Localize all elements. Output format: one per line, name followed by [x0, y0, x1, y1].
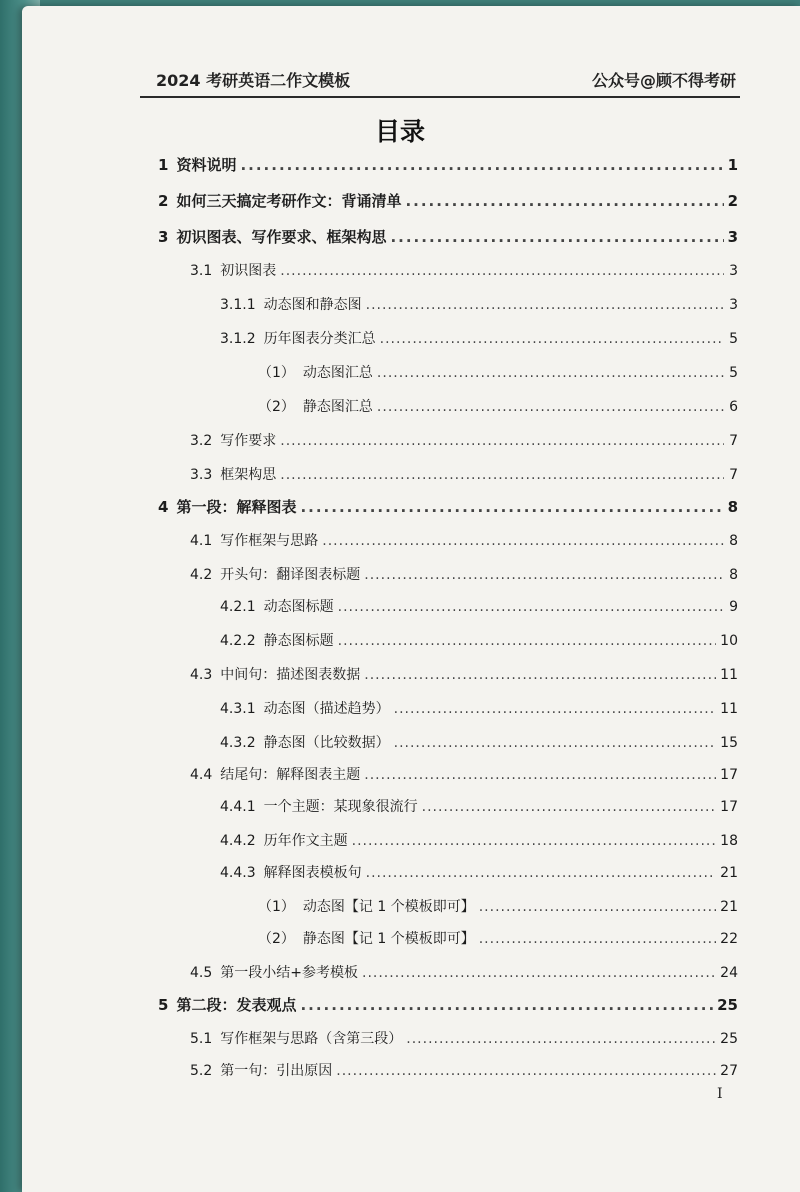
toc-entry[interactable] [258, 362, 738, 388]
toc-entry-page: 3 [727, 228, 738, 246]
toc-leader-dots [366, 297, 724, 313]
toc-entry-number: 4.4.2 [220, 833, 256, 849]
toc-entry-text: 动态图【记 1 个模板即可】 [302, 899, 475, 915]
toc-entry-page: 11 [720, 667, 738, 683]
toc-entry-page: 22 [720, 931, 738, 947]
toc-entry-page: 21 [720, 865, 738, 881]
toc-entry-page: 7 [729, 467, 738, 483]
toc-entry[interactable] [190, 530, 738, 556]
toc-entry-text: 静态图标题 [263, 633, 334, 649]
toc-leader-dots [394, 701, 717, 717]
toc-entry-page: 15 [720, 735, 738, 751]
toc-entry-number: 4.4.3 [220, 865, 256, 881]
toc-entry-page: 9 [729, 599, 738, 615]
toc-entry[interactable] [258, 396, 738, 422]
toc-entry-text: 写作框架与思路 [220, 533, 319, 549]
toc-leader-dots [366, 865, 717, 881]
toc-entry[interactable] [190, 962, 738, 988]
toc-leader-dots [362, 965, 716, 981]
toc-entry[interactable] [220, 596, 738, 622]
toc-leader-dots [280, 433, 724, 449]
toc-leader-dots [300, 996, 713, 1014]
toc-entry-number: 4 [158, 498, 169, 516]
toc-entry-page: 2 [727, 192, 738, 210]
toc-leader-dots [405, 192, 723, 210]
toc-entry-text: 静态图（比较数据） [263, 735, 390, 751]
toc-entry[interactable] [190, 464, 738, 490]
toc-entry-number: （2） [258, 399, 295, 415]
toc-entry-number: 4.4.1 [220, 799, 256, 815]
toc-entry-page: 17 [720, 767, 738, 783]
toc-entry-text: 如何三天搞定考研作文：背诵清单 [176, 192, 402, 210]
toc-entry-text: 动态图和静态图 [263, 297, 362, 313]
toc-leader-dots [479, 931, 716, 947]
toc-entry-page: 10 [720, 633, 738, 649]
toc-title: 目录 [374, 117, 425, 146]
toc-entry[interactable] [190, 1060, 738, 1086]
toc-leader-dots [380, 331, 724, 347]
toc-entry-number: （1） [258, 899, 295, 915]
page-folio: I [717, 1086, 723, 1102]
toc-entry-page: 11 [720, 701, 738, 717]
toc-entry-text: 写作要求 [220, 433, 277, 449]
toc-entry[interactable] [258, 896, 738, 922]
toc-entry[interactable] [220, 294, 738, 320]
toc-entry-text: 第二段：发表观点 [176, 996, 297, 1014]
toc-entry[interactable] [190, 764, 738, 790]
toc-leader-dots [364, 667, 716, 683]
toc-entry[interactable] [190, 664, 738, 690]
toc-entry[interactable] [220, 630, 738, 656]
toc-entry-number: 4.5 [190, 965, 213, 981]
toc-leader-dots [300, 498, 723, 516]
toc-entry[interactable] [190, 564, 738, 590]
toc-entry-number: 3.1.2 [220, 331, 256, 347]
toc-entry-text: 资料说明 [176, 156, 237, 174]
toc-entry-page: 7 [729, 433, 738, 449]
toc-leader-dots [390, 228, 723, 246]
toc-entry-page: 8 [729, 567, 738, 583]
toc-entry[interactable] [220, 698, 738, 724]
toc-entry-text: 静态图汇总 [302, 399, 373, 415]
toc-entry-number: 3.1 [190, 263, 213, 279]
toc-leader-dots [394, 735, 717, 751]
toc-leader-dots [280, 467, 724, 483]
toc-leader-dots [240, 156, 723, 174]
toc-entry-text: 动态图汇总 [302, 365, 373, 381]
toc-entry-text: 历年图表分类汇总 [263, 331, 376, 347]
toc-entry-number: 3.1.1 [220, 297, 256, 313]
toc-entry[interactable] [158, 154, 738, 180]
toc-entry-text: 开头句：翻译图表标题 [220, 567, 361, 583]
toc-entry-number: 4.3 [190, 667, 213, 683]
toc-entry[interactable] [220, 732, 738, 758]
toc-entry-text: 写作框架与思路（含第三段） [220, 1031, 403, 1047]
toc-entry[interactable] [190, 1028, 738, 1054]
toc-entry-page: 8 [729, 533, 738, 549]
toc-entry-number: （1） [258, 365, 295, 381]
toc-entry-text: 历年作文主题 [263, 833, 348, 849]
toc-leader-dots [336, 1063, 716, 1079]
toc-leader-dots [352, 833, 717, 849]
toc-entry-page: 25 [717, 996, 738, 1014]
toc-leader-dots [338, 599, 724, 615]
toc-entry-page: 5 [729, 331, 738, 347]
toc-entry-number: 4.2 [190, 567, 213, 583]
toc-entry-text: 解释图表模板句 [263, 865, 362, 881]
toc-entry-text: 初识图表、写作要求、框架构思 [176, 228, 387, 246]
toc-entry[interactable] [220, 328, 738, 354]
toc-entry-number: 3.3 [190, 467, 213, 483]
toc-entry-number: 4.2.2 [220, 633, 256, 649]
toc-entry[interactable] [190, 430, 738, 456]
toc-entry-page: 6 [729, 399, 738, 415]
toc-entry[interactable] [190, 260, 738, 286]
toc-entry-text: 初识图表 [220, 263, 277, 279]
toc-entry-number: 5.1 [190, 1031, 213, 1047]
toc-entry-page: 17 [720, 799, 738, 815]
toc-entry-number: 1 [158, 156, 169, 174]
toc-entry-number: 3.2 [190, 433, 213, 449]
running-header [140, 62, 740, 98]
toc-entry[interactable] [158, 496, 738, 522]
toc-entry-page: 3 [729, 297, 738, 313]
toc-entry-page: 1 [727, 156, 738, 174]
toc-leader-dots [364, 767, 716, 783]
toc-entry-number: 4.4 [190, 767, 213, 783]
toc-entry-text: 一个主题：某现象很流行 [263, 799, 418, 815]
toc-entry-text: 中间句：描述图表数据 [220, 667, 361, 683]
toc-entry-text: 第一段小结+参考模板 [220, 965, 358, 981]
toc-leader-dots [338, 633, 717, 649]
toc-leader-dots [364, 567, 724, 583]
toc-entry-page: 18 [720, 833, 738, 849]
toc-leader-dots [377, 365, 724, 381]
header-account-name: 公众号@顾不得考研 [591, 71, 736, 90]
toc-entry[interactable] [158, 190, 738, 216]
toc-entry-page: 25 [720, 1031, 738, 1047]
toc-entry-text: 第一句：引出原因 [220, 1063, 333, 1079]
toc-leader-dots [479, 899, 716, 915]
toc-entry-text: 框架构思 [220, 467, 277, 483]
toc-entry-number: （2） [258, 931, 295, 947]
toc-entry-number: 5.2 [190, 1063, 213, 1079]
toc-entry-number: 4.3.2 [220, 735, 256, 751]
toc-entry-number: 2 [158, 192, 169, 210]
toc-entry-page: 5 [729, 365, 738, 381]
toc-entry-text: 动态图（描述趋势） [263, 701, 390, 717]
toc-entry[interactable] [158, 226, 738, 252]
toc-entry-page: 21 [720, 899, 738, 915]
toc-entry[interactable] [158, 994, 738, 1020]
toc-entry-number: 3 [158, 228, 169, 246]
toc-entry-text: 静态图【记 1 个模板即可】 [302, 931, 475, 947]
toc-entry-text: 动态图标题 [263, 599, 334, 615]
toc-entry-text: 第一段：解释图表 [176, 498, 297, 516]
toc-entry-number: 4.2.1 [220, 599, 256, 615]
toc-entry[interactable] [258, 928, 738, 954]
toc-entry-number: 4.3.1 [220, 701, 256, 717]
toc-entry-page: 27 [720, 1063, 738, 1079]
toc-entry-page: 3 [729, 263, 738, 279]
toc-entry-page: 24 [720, 965, 738, 981]
toc-entry[interactable] [220, 830, 738, 856]
toc-leader-dots [280, 263, 724, 279]
toc-entry-text: 结尾句：解释图表主题 [220, 767, 361, 783]
toc-entry[interactable] [220, 862, 738, 888]
header-book-title: 2024 考研英语二作文模板 [156, 71, 351, 90]
toc-entry-page: 8 [727, 498, 738, 516]
toc-entry-number: 4.1 [190, 533, 213, 549]
toc-leader-dots [322, 533, 724, 549]
toc-leader-dots [377, 399, 724, 415]
toc-leader-dots [406, 1031, 716, 1047]
toc-leader-dots [422, 799, 717, 815]
toc-entry-number: 5 [158, 996, 169, 1014]
toc-entry[interactable] [220, 796, 738, 822]
